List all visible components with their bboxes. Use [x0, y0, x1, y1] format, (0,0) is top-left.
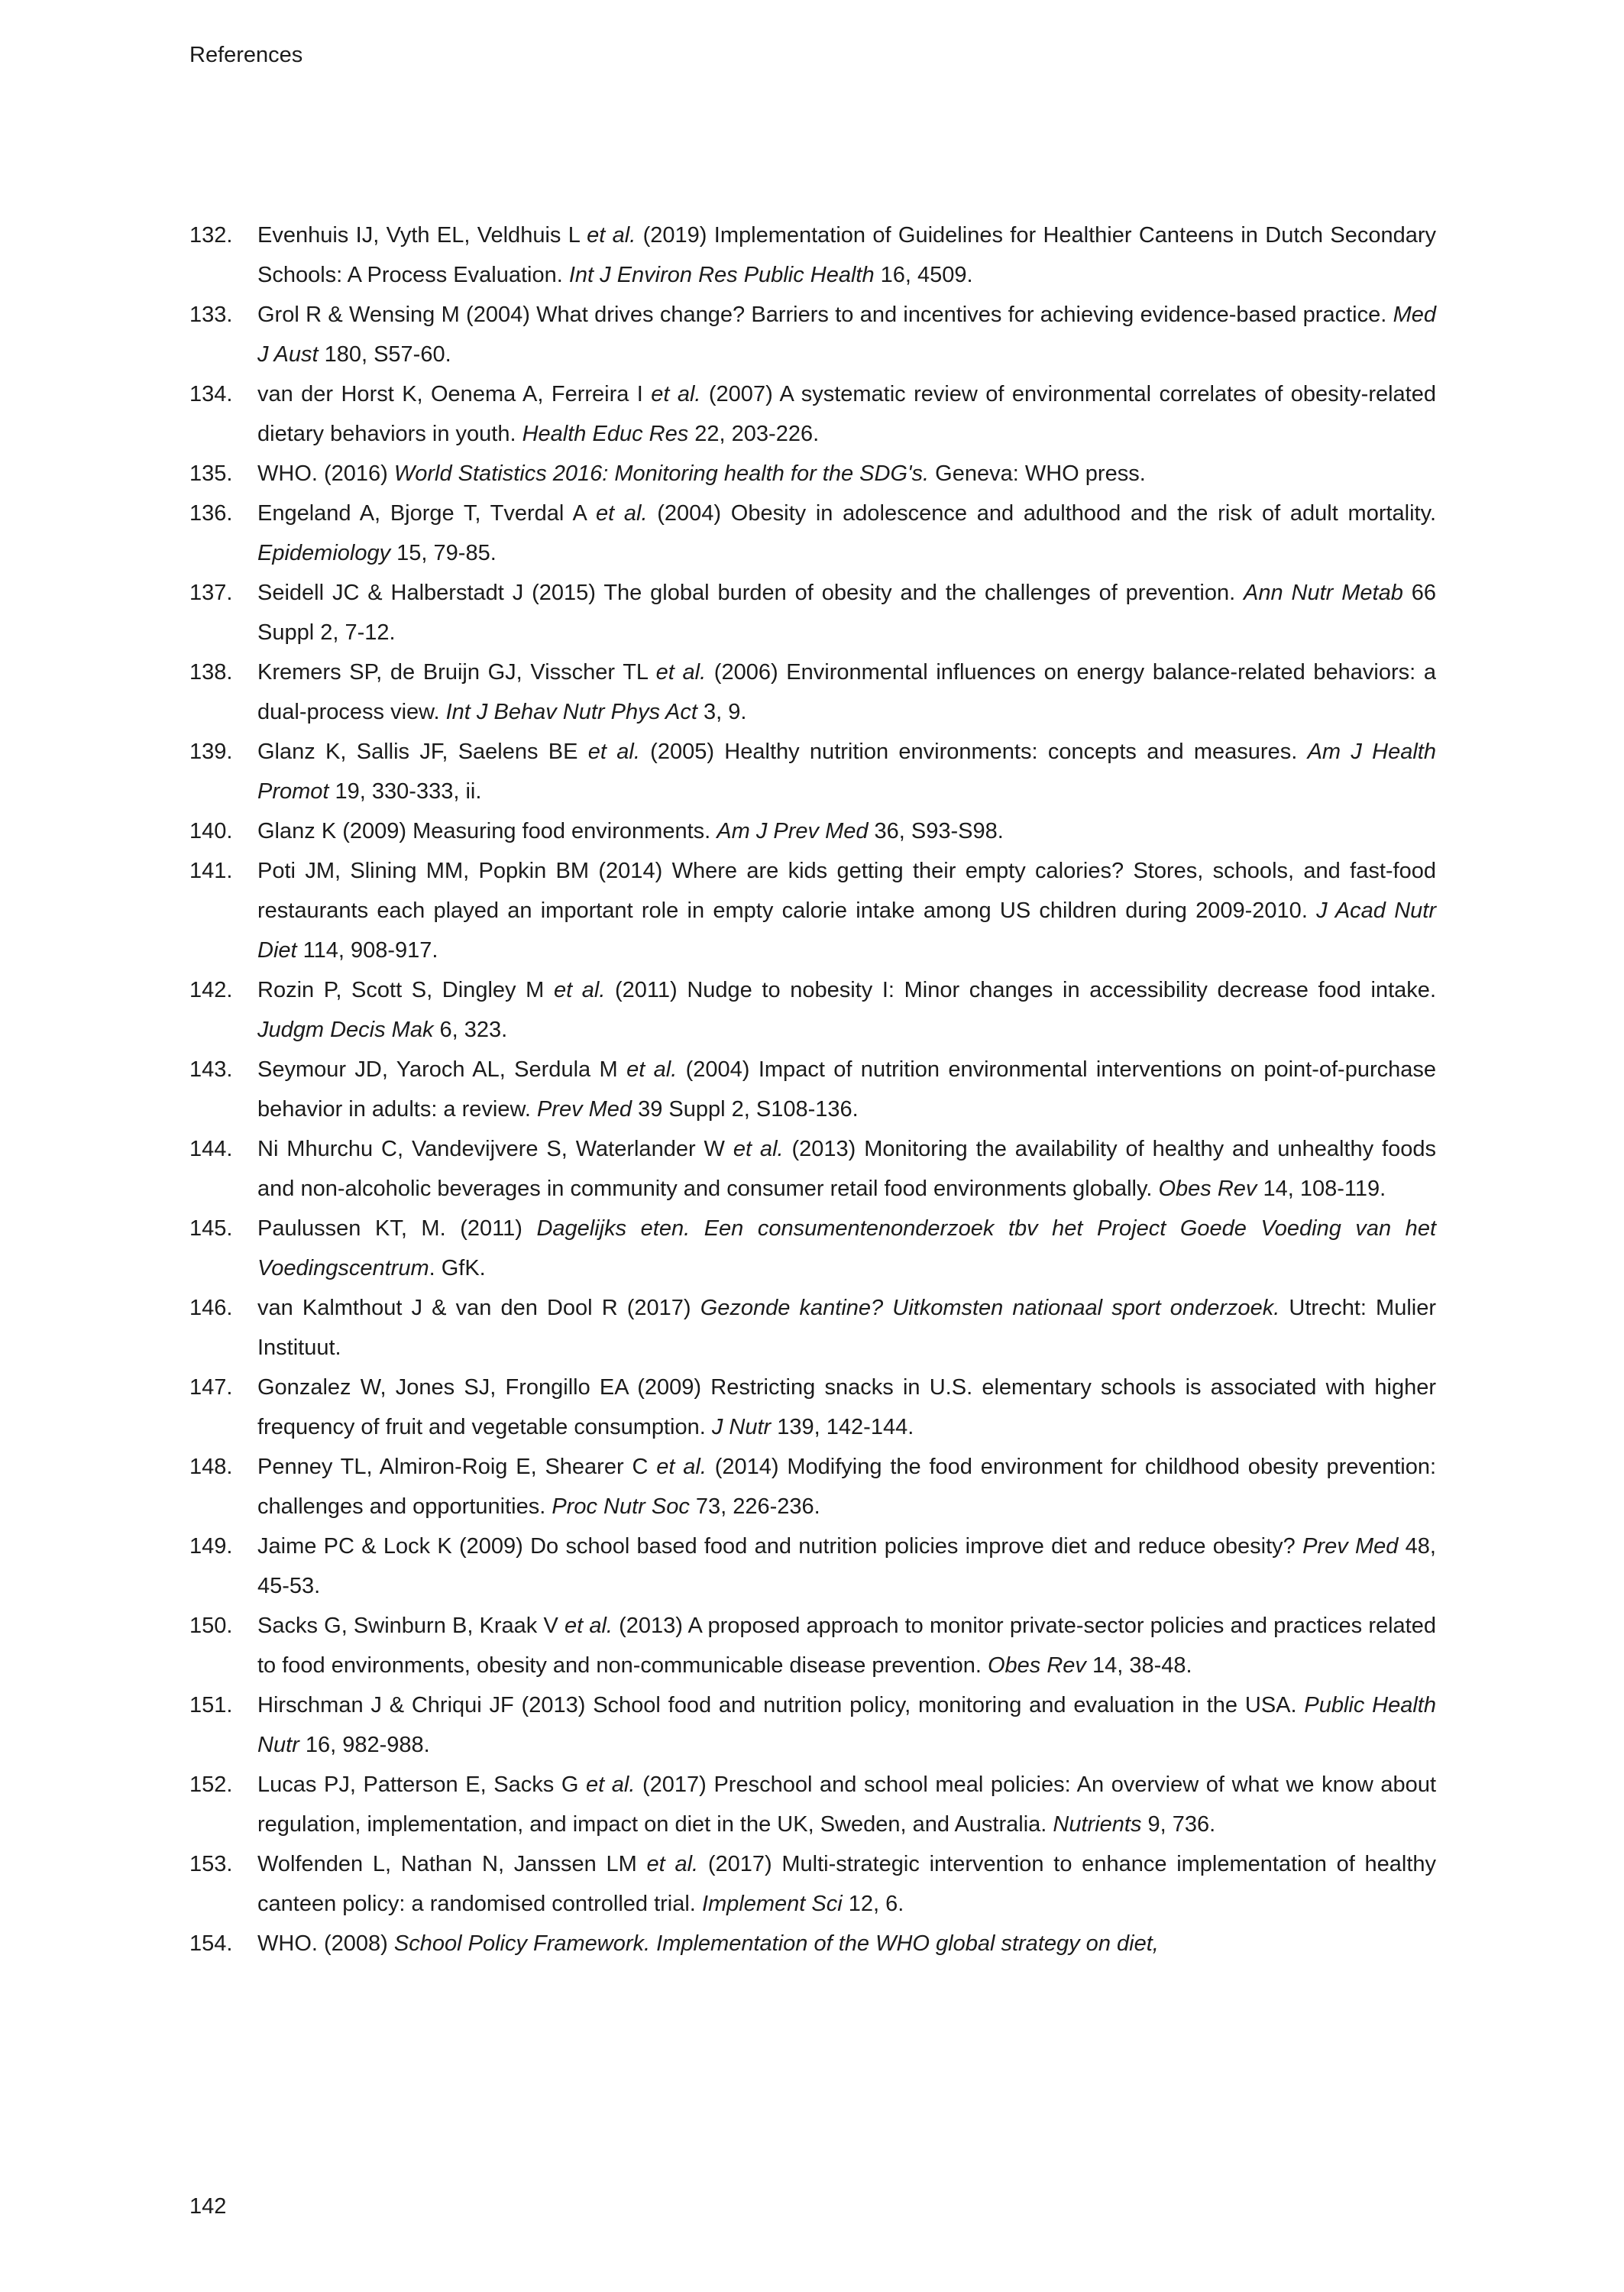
- reference-number: 153.: [189, 1852, 233, 1876]
- reference-number: 142.: [189, 978, 233, 1002]
- reference-plain-segment: Penney TL, Almiron-Roig E, Shearer C: [257, 1455, 657, 1479]
- reference-italic-segment: Proc Nutr Soc: [552, 1494, 690, 1519]
- reference-plain-segment: (2007) A systematic review of environmental correlates of obesity-related dietary behaviors in youth.: [257, 382, 1436, 446]
- reference-text: [257, 811, 1436, 851]
- reference-item: [189, 215, 1436, 295]
- reference-number: 147.: [189, 1375, 233, 1400]
- reference-italic-segment: World Statistics 2016: Monitoring health for the SDG's.: [393, 461, 930, 486]
- reference-plain-segment: Rozin P, Scott S, Dingley M: [257, 978, 554, 1002]
- reference-italic-segment: Med J Aust: [257, 303, 1436, 367]
- reference-plain-segment: Seidell JC & Halberstadt J (2015) The global burden of obesity and the challenges of prevention.: [257, 581, 1244, 605]
- reference-number: 154.: [189, 1931, 233, 1956]
- reference-item: [189, 1844, 1436, 1924]
- reference-number: 135.: [189, 461, 233, 486]
- reference-number: 149.: [189, 1534, 233, 1559]
- reference-number: 146.: [189, 1296, 233, 1320]
- reference-plain-segment: 22, 203-226.: [688, 422, 820, 446]
- reference-plain-segment: Geneva: WHO press.: [929, 461, 1146, 486]
- reference-item: [189, 851, 1436, 970]
- reference-item: [189, 1924, 1436, 1963]
- reference-number: 137.: [189, 581, 233, 605]
- reference-plain-segment: 48, 45-53.: [257, 1534, 1436, 1598]
- reference-item: [189, 1050, 1436, 1129]
- reference-text: [257, 1526, 1436, 1606]
- reference-plain-segment: 16, 4509.: [874, 263, 973, 287]
- reference-plain-segment: (2006) Environmental influences on energy balance-related behaviors: a dual-process view.: [257, 660, 1436, 724]
- reference-italic-segment: Epidemiology: [257, 541, 391, 565]
- page-number: 142: [189, 2194, 227, 2219]
- reference-italic-segment: Obes Rev: [1158, 1177, 1257, 1201]
- reference-plain-segment: van der Horst K, Oenema A, Ferreira I: [257, 382, 652, 406]
- reference-text: [257, 1924, 1436, 1963]
- reference-item: [189, 1526, 1436, 1606]
- reference-number: 136.: [189, 501, 233, 526]
- reference-text: [257, 1129, 1436, 1209]
- reference-text: [257, 1447, 1436, 1526]
- reference-italic-segment: et al.: [656, 1455, 707, 1479]
- reference-number: 148.: [189, 1455, 233, 1479]
- reference-plain-segment: 14, 38-48.: [1085, 1653, 1192, 1678]
- reference-item: [189, 1129, 1436, 1209]
- reference-italic-segment: Prev Med: [536, 1097, 632, 1122]
- reference-plain-segment: 12, 6.: [842, 1892, 904, 1916]
- reference-number: 132.: [189, 223, 233, 248]
- reference-text: [257, 1844, 1436, 1924]
- reference-item: [189, 1209, 1436, 1288]
- reference-italic-segment: et al.: [646, 1852, 699, 1876]
- reference-italic-segment: et al.: [553, 978, 606, 1002]
- reference-plain-segment: 73, 226-236.: [689, 1494, 820, 1519]
- reference-italic-segment: et al.: [595, 501, 648, 526]
- reference-text: [257, 295, 1436, 374]
- reference-plain-segment: 36, S93-S98.: [868, 819, 1004, 843]
- reference-plain-segment: Evenhuis IJ, Vyth EL, Veldhuis L: [257, 223, 587, 248]
- reference-plain-segment: Gonzalez W, Jones SJ, Frongillo EA (2009) Restricting snacks in U.S. elementary schools is associated with higher frequency of fruit and vegetable consumption.: [257, 1375, 1436, 1439]
- reference-plain-segment: van Kalmthout J & van den Dool R (2017): [257, 1296, 700, 1320]
- reference-italic-segment: Dagelijks eten. Een consumentenonderzoek tbv het Project Goede Voeding van het Voedingscentrum: [257, 1216, 1436, 1280]
- reference-item: [189, 374, 1436, 454]
- reference-item: [189, 295, 1436, 374]
- reference-number: 150.: [189, 1614, 233, 1638]
- reference-plain-segment: Paulussen KT, M. (2011): [257, 1216, 537, 1241]
- reference-plain-segment: . GfK.: [429, 1256, 486, 1280]
- reference-plain-segment: 14, 108-119.: [1257, 1177, 1386, 1201]
- reference-text: [257, 1288, 1436, 1368]
- reference-plain-segment: 180, S57-60.: [318, 342, 451, 367]
- reference-plain-segment: 39 Suppl 2, S108-136.: [632, 1097, 859, 1122]
- reference-number: 134.: [189, 382, 233, 406]
- reference-number: 152.: [189, 1772, 233, 1797]
- reference-item: [189, 652, 1436, 732]
- reference-plain-segment: 6, 323.: [433, 1018, 508, 1042]
- reference-plain-segment: 19, 330-333, ii.: [328, 779, 482, 804]
- reference-item: [189, 1606, 1436, 1685]
- reference-text: [257, 1050, 1436, 1129]
- reference-number: 133.: [189, 303, 233, 327]
- reference-item: [189, 1685, 1436, 1765]
- reference-number: 144.: [189, 1137, 233, 1161]
- reference-plain-segment: Wolfenden L, Nathan N, Janssen LM: [257, 1852, 647, 1876]
- reference-plain-segment: (2019) Implementation of Guidelines for Healthier Canteens in Dutch Secondary Schools: A Process Evaluation.: [257, 223, 1436, 287]
- reference-item: [189, 494, 1436, 573]
- reference-plain-segment: Jaime PC & Lock K (2009) Do school based food and nutrition policies improve diet and reduce obesity?: [257, 1534, 1303, 1559]
- reference-number: 139.: [189, 740, 233, 764]
- reference-italic-segment: et al.: [585, 1772, 636, 1797]
- reference-plain-segment: Utrecht: Mulier Instituut.: [257, 1296, 1436, 1360]
- reference-italic-segment: Gezonde kantine? Uitkomsten nationaal sport onderzoek.: [700, 1296, 1280, 1320]
- reference-italic-segment: Am J Prev Med: [717, 819, 869, 843]
- reference-plain-segment: Glanz K, Sallis JF, Saelens BE: [257, 740, 588, 764]
- reference-plain-segment: (2004) Impact of nutrition environmental interventions on point-of-purchase behavior in adults: a review.: [257, 1057, 1437, 1122]
- reference-text: [257, 374, 1436, 454]
- reference-plain-segment: 9, 736.: [1141, 1812, 1216, 1837]
- reference-italic-segment: Prev Med: [1302, 1534, 1399, 1559]
- reference-italic-segment: et al.: [587, 740, 640, 764]
- reference-plain-segment: 3, 9.: [697, 700, 747, 724]
- reference-text: [257, 215, 1436, 295]
- reference-plain-segment: WHO. (2016): [257, 461, 394, 486]
- reference-italic-segment: Health Educ Res: [522, 422, 689, 446]
- reference-item: [189, 1288, 1436, 1368]
- reference-italic-segment: et al.: [733, 1137, 784, 1161]
- reference-italic-segment: Obes Rev: [987, 1653, 1086, 1678]
- reference-plain-segment: Ni Mhurchu C, Vandevijvere S, Waterlander W: [257, 1137, 733, 1161]
- reference-italic-segment: Ann Nutr Metab: [1244, 581, 1403, 605]
- reference-italic-segment: J Nutr: [711, 1415, 772, 1439]
- reference-plain-segment: Seymour JD, Yaroch AL, Serdula M: [257, 1057, 627, 1082]
- reference-text: [257, 652, 1436, 732]
- reference-plain-segment: Sacks G, Swinburn B, Kraak V: [257, 1614, 565, 1638]
- reference-plain-segment: 66 Suppl 2, 7-12.: [257, 581, 1436, 645]
- reference-plain-segment: Engeland A, Bjorge T, Tverdal A: [257, 501, 596, 526]
- reference-number: 151.: [189, 1693, 233, 1717]
- reference-text: [257, 1765, 1436, 1844]
- reference-plain-segment: Poti JM, Slining MM, Popkin BM (2014) Where are kids getting their empty calories? Stores, schools, and fast-food restaurants each played an important role in empty calorie intake among US children during 2009-2010.: [257, 859, 1436, 923]
- references-list: [189, 215, 1436, 1963]
- reference-text: [257, 573, 1436, 652]
- reference-plain-segment: Glanz K (2009) Measuring food environments.: [257, 819, 717, 843]
- reference-plain-segment: (2013) Monitoring the availability of healthy and unhealthy foods and non-alcoholic beverages in community and consumer retail food environments globally.: [257, 1137, 1437, 1201]
- reference-plain-segment: WHO. (2008): [257, 1931, 394, 1956]
- reference-item: [189, 454, 1436, 494]
- reference-plain-segment: 139, 142-144.: [771, 1415, 914, 1439]
- reference-item: [189, 573, 1436, 652]
- reference-plain-segment: (2014) Modifying the food environment for childhood obesity prevention: challenges and opportunities.: [257, 1455, 1437, 1519]
- reference-item: [189, 732, 1436, 811]
- reference-item: [189, 970, 1436, 1050]
- reference-text: [257, 454, 1436, 494]
- reference-plain-segment: Lucas PJ, Patterson E, Sacks G: [257, 1772, 586, 1797]
- reference-item: [189, 1765, 1436, 1844]
- reference-italic-segment: Implement Sci: [701, 1892, 843, 1916]
- reference-text: [257, 851, 1436, 970]
- reference-number: 145.: [189, 1216, 233, 1241]
- reference-plain-segment: Kremers SP, de Bruijn GJ, Visscher TL: [257, 660, 656, 685]
- reference-text: [257, 494, 1436, 573]
- reference-italic-segment: et al.: [651, 382, 701, 406]
- reference-italic-segment: J Acad Nutr Diet: [257, 898, 1436, 963]
- reference-plain-segment: (2011) Nudge to nobesity I: Minor changes in accessibility decrease food intake.: [605, 978, 1436, 1002]
- reference-number: 141.: [189, 859, 233, 883]
- reference-italic-segment: Judgm Decis Mak: [257, 1018, 434, 1042]
- reference-plain-segment: Hirschman J & Chriqui JF (2013) School food and nutrition policy, monitoring and evaluation in the USA.: [257, 1693, 1305, 1717]
- reference-plain-segment: 114, 908-917.: [296, 938, 438, 963]
- reference-italic-segment: et al.: [564, 1614, 613, 1638]
- reference-text: [257, 1368, 1436, 1447]
- reference-italic-segment: et al.: [655, 660, 707, 685]
- reference-italic-segment: Public Health Nutr: [257, 1693, 1436, 1757]
- reference-item: [189, 1447, 1436, 1526]
- reference-plain-segment: 16, 982-988.: [299, 1733, 430, 1757]
- reference-number: 143.: [189, 1057, 233, 1082]
- reference-text: [257, 970, 1436, 1050]
- reference-text: [257, 1209, 1436, 1288]
- reference-italic-segment: Int J Behav Nutr Phys Act: [445, 700, 697, 724]
- reference-italic-segment: School Policy Framework. Implementation of the WHO global strategy on diet,: [393, 1931, 1159, 1956]
- reference-item: [189, 811, 1436, 851]
- reference-italic-segment: Int J Environ Res Public Health: [568, 263, 875, 287]
- reference-plain-segment: (2017) Preschool and school meal policies: An overview of what we know about regulation, implementation, and impact on diet in the UK, Sweden, and Australia.: [257, 1772, 1436, 1837]
- reference-plain-segment: 15, 79-85.: [390, 541, 497, 565]
- reference-number: 138.: [189, 660, 233, 685]
- reference-italic-segment: et al.: [587, 223, 636, 248]
- reference-plain-segment: Grol R & Wensing M (2004) What drives change? Barriers to and incentives for achieving evidence-based practice.: [257, 303, 1393, 327]
- reference-text: [257, 732, 1436, 811]
- reference-plain-segment: (2004) Obesity in adolescence and adulthood and the risk of adult mortality.: [647, 501, 1437, 526]
- reference-italic-segment: et al.: [626, 1057, 678, 1082]
- reference-text: [257, 1606, 1436, 1685]
- reference-plain-segment: (2005) Healthy nutrition environments: concepts and measures.: [639, 740, 1308, 764]
- reference-number: 140.: [189, 819, 233, 843]
- page-header: References: [189, 43, 303, 67]
- reference-plain-segment: (2017) Multi-strategic intervention to enhance implementation of healthy canteen policy: a randomised controlled trial.: [257, 1852, 1437, 1916]
- reference-item: [189, 1368, 1436, 1447]
- reference-italic-segment: Am J Health Promot: [257, 740, 1436, 804]
- reference-italic-segment: Nutrients: [1053, 1812, 1142, 1837]
- reference-plain-segment: (2013) A proposed approach to monitor private-sector policies and practices related to food environments, obesity and non-communicable disease prevention.: [257, 1614, 1436, 1678]
- reference-text: [257, 1685, 1436, 1765]
